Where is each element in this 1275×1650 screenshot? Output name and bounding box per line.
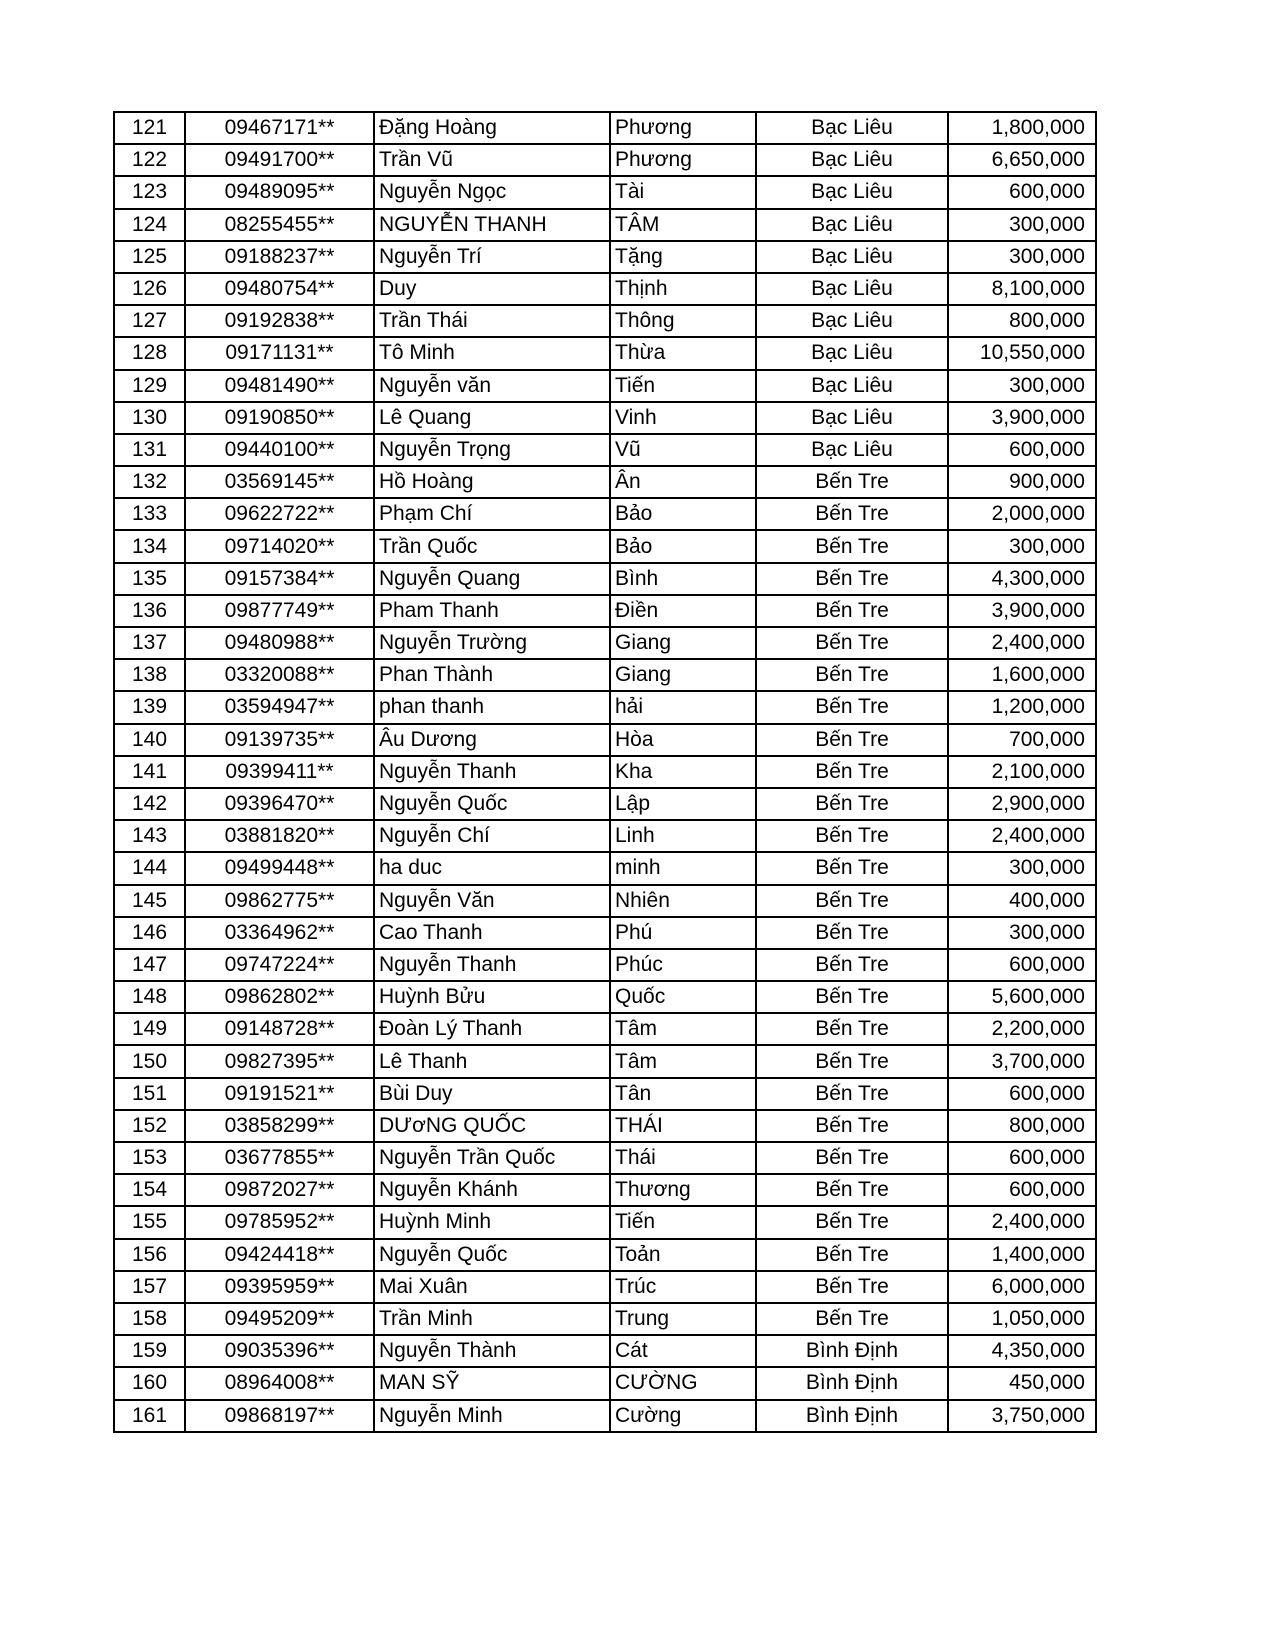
- phone-cell: 03881820**: [185, 820, 374, 852]
- phone-cell: 09035396**: [185, 1335, 374, 1367]
- province-cell: Bạc Liêu: [756, 434, 948, 466]
- phone-cell: 09868197**: [185, 1400, 374, 1432]
- amount-cell: 300,000: [948, 852, 1096, 884]
- province-cell: Bến Tre: [756, 1013, 948, 1045]
- row-number-cell: 132: [114, 466, 185, 498]
- amount-cell: 3,900,000: [948, 402, 1096, 434]
- table-row: [114, 402, 1096, 434]
- phone-cell: 09872027**: [185, 1174, 374, 1206]
- phone-cell: 09499448**: [185, 852, 374, 884]
- last-name-cell: Nguyễn Quốc: [374, 788, 610, 820]
- phone-cell: 08255455**: [185, 209, 374, 241]
- province-cell: Bến Tre: [756, 1045, 948, 1077]
- province-cell: Bến Tre: [756, 1206, 948, 1238]
- amount-cell: 5,600,000: [948, 981, 1096, 1013]
- amount-cell: 1,400,000: [948, 1239, 1096, 1271]
- row-number-cell: 154: [114, 1174, 185, 1206]
- province-cell: Bạc Liêu: [756, 370, 948, 402]
- row-number-cell: 146: [114, 917, 185, 949]
- phone-cell: 09395959**: [185, 1271, 374, 1303]
- first-name-cell: Giang: [610, 659, 756, 691]
- first-name-cell: Cát: [610, 1335, 756, 1367]
- last-name-cell: Bùi Duy: [374, 1078, 610, 1110]
- last-name-cell: Nguyễn Khánh: [374, 1174, 610, 1206]
- amount-cell: 1,050,000: [948, 1303, 1096, 1335]
- last-name-cell: Đoàn Lý Thanh: [374, 1013, 610, 1045]
- last-name-cell: Trần Quốc: [374, 530, 610, 562]
- row-number-cell: 140: [114, 724, 185, 756]
- table-row: [114, 788, 1096, 820]
- phone-cell: 09491700**: [185, 144, 374, 176]
- province-cell: Bạc Liêu: [756, 209, 948, 241]
- province-cell: Bến Tre: [756, 1078, 948, 1110]
- row-number-cell: 151: [114, 1078, 185, 1110]
- phone-cell: 03677855**: [185, 1142, 374, 1174]
- last-name-cell: Lê Thanh: [374, 1045, 610, 1077]
- phone-cell: 09157384**: [185, 563, 374, 595]
- province-cell: Bến Tre: [756, 530, 948, 562]
- table-row: [114, 691, 1096, 723]
- last-name-cell: Duy: [374, 273, 610, 305]
- province-cell: Bến Tre: [756, 627, 948, 659]
- row-number-cell: 121: [114, 112, 185, 144]
- first-name-cell: Tiến: [610, 370, 756, 402]
- row-number-cell: 125: [114, 241, 185, 273]
- amount-cell: 300,000: [948, 370, 1096, 402]
- province-cell: Bạc Liêu: [756, 402, 948, 434]
- first-name-cell: Vũ: [610, 434, 756, 466]
- row-number-cell: 137: [114, 627, 185, 659]
- table-row: [114, 466, 1096, 498]
- table-row: [114, 852, 1096, 884]
- province-cell: Bến Tre: [756, 1239, 948, 1271]
- phone-cell: 03364962**: [185, 917, 374, 949]
- table-row: [114, 337, 1096, 369]
- last-name-cell: Nguyễn văn: [374, 370, 610, 402]
- first-name-cell: Quốc: [610, 981, 756, 1013]
- table-row: [114, 176, 1096, 208]
- province-cell: Bến Tre: [756, 466, 948, 498]
- province-cell: Bến Tre: [756, 691, 948, 723]
- data-table: [113, 111, 1097, 1433]
- amount-cell: 4,300,000: [948, 563, 1096, 595]
- first-name-cell: Cường: [610, 1400, 756, 1432]
- table-row: [114, 917, 1096, 949]
- row-number-cell: 130: [114, 402, 185, 434]
- row-number-cell: 123: [114, 176, 185, 208]
- first-name-cell: Phương: [610, 144, 756, 176]
- first-name-cell: Bảo: [610, 498, 756, 530]
- table-row: [114, 1303, 1096, 1335]
- row-number-cell: 135: [114, 563, 185, 595]
- province-cell: Bạc Liêu: [756, 176, 948, 208]
- amount-cell: 8,100,000: [948, 273, 1096, 305]
- phone-cell: 09139735**: [185, 724, 374, 756]
- last-name-cell: ha duc: [374, 852, 610, 884]
- first-name-cell: Thông: [610, 305, 756, 337]
- first-name-cell: Thịnh: [610, 273, 756, 305]
- amount-cell: 600,000: [948, 434, 1096, 466]
- last-name-cell: Nguyễn Trần Quốc: [374, 1142, 610, 1174]
- province-cell: Bạc Liêu: [756, 337, 948, 369]
- row-number-cell: 122: [114, 144, 185, 176]
- last-name-cell: NGUYỄN THANH: [374, 209, 610, 241]
- amount-cell: 1,600,000: [948, 659, 1096, 691]
- row-number-cell: 152: [114, 1110, 185, 1142]
- amount-cell: 700,000: [948, 724, 1096, 756]
- first-name-cell: Thương: [610, 1174, 756, 1206]
- phone-cell: 09171131**: [185, 337, 374, 369]
- phone-cell: 09862775**: [185, 885, 374, 917]
- last-name-cell: MAN SỸ: [374, 1367, 610, 1399]
- table-row: [114, 112, 1096, 144]
- amount-cell: 600,000: [948, 1174, 1096, 1206]
- amount-cell: 600,000: [948, 949, 1096, 981]
- row-number-cell: 153: [114, 1142, 185, 1174]
- first-name-cell: Điền: [610, 595, 756, 627]
- last-name-cell: Trần Minh: [374, 1303, 610, 1335]
- amount-cell: 10,550,000: [948, 337, 1096, 369]
- province-cell: Bến Tre: [756, 1303, 948, 1335]
- province-cell: Bến Tre: [756, 595, 948, 627]
- table-row: [114, 1271, 1096, 1303]
- row-number-cell: 149: [114, 1013, 185, 1045]
- amount-cell: 600,000: [948, 1078, 1096, 1110]
- province-cell: Bình Định: [756, 1367, 948, 1399]
- table-row: [114, 595, 1096, 627]
- table-row: [114, 885, 1096, 917]
- row-number-cell: 142: [114, 788, 185, 820]
- first-name-cell: minh: [610, 852, 756, 884]
- table-row: [114, 1239, 1096, 1271]
- last-name-cell: Nguyễn Trí: [374, 241, 610, 273]
- amount-cell: 900,000: [948, 466, 1096, 498]
- province-cell: Bến Tre: [756, 949, 948, 981]
- amount-cell: 300,000: [948, 241, 1096, 273]
- province-cell: Bến Tre: [756, 659, 948, 691]
- province-cell: Bình Định: [756, 1400, 948, 1432]
- last-name-cell: Nguyễn Trường: [374, 627, 610, 659]
- first-name-cell: CƯỜNG: [610, 1367, 756, 1399]
- table-row: [114, 627, 1096, 659]
- province-cell: Bạc Liêu: [756, 305, 948, 337]
- first-name-cell: Trúc: [610, 1271, 756, 1303]
- first-name-cell: Tâm: [610, 1013, 756, 1045]
- first-name-cell: Phương: [610, 112, 756, 144]
- table-row: [114, 1335, 1096, 1367]
- table-row: [114, 1367, 1096, 1399]
- phone-cell: 09747224**: [185, 949, 374, 981]
- row-number-cell: 139: [114, 691, 185, 723]
- row-number-cell: 129: [114, 370, 185, 402]
- table-row: [114, 1078, 1096, 1110]
- phone-cell: 09827395**: [185, 1045, 374, 1077]
- phone-cell: 09191521**: [185, 1078, 374, 1110]
- table-row: [114, 1110, 1096, 1142]
- phone-cell: 09467171**: [185, 112, 374, 144]
- row-number-cell: 128: [114, 337, 185, 369]
- table-row: [114, 724, 1096, 756]
- last-name-cell: Huỳnh Bửu: [374, 981, 610, 1013]
- province-cell: Bến Tre: [756, 724, 948, 756]
- phone-cell: 09192838**: [185, 305, 374, 337]
- row-number-cell: 159: [114, 1335, 185, 1367]
- province-cell: Bến Tre: [756, 1142, 948, 1174]
- province-cell: Bến Tre: [756, 756, 948, 788]
- row-number-cell: 131: [114, 434, 185, 466]
- table-row: [114, 1174, 1096, 1206]
- province-cell: Bến Tre: [756, 820, 948, 852]
- phone-cell: 03858299**: [185, 1110, 374, 1142]
- last-name-cell: Trần Vũ: [374, 144, 610, 176]
- province-cell: Bến Tre: [756, 1110, 948, 1142]
- province-cell: Bến Tre: [756, 885, 948, 917]
- phone-cell: 09188237**: [185, 241, 374, 273]
- table-row: [114, 370, 1096, 402]
- amount-cell: 800,000: [948, 1110, 1096, 1142]
- amount-cell: 3,750,000: [948, 1400, 1096, 1432]
- amount-cell: 400,000: [948, 885, 1096, 917]
- table-row: [114, 209, 1096, 241]
- phone-cell: 09714020**: [185, 530, 374, 562]
- amount-cell: 3,900,000: [948, 595, 1096, 627]
- last-name-cell: Nguyễn Ngọc: [374, 176, 610, 208]
- amount-cell: 800,000: [948, 305, 1096, 337]
- phone-cell: 03594947**: [185, 691, 374, 723]
- last-name-cell: Nguyễn Thanh: [374, 756, 610, 788]
- amount-cell: 600,000: [948, 1142, 1096, 1174]
- row-number-cell: 150: [114, 1045, 185, 1077]
- last-name-cell: DƯơNG QUỐC: [374, 1110, 610, 1142]
- row-number-cell: 148: [114, 981, 185, 1013]
- province-cell: Bến Tre: [756, 1271, 948, 1303]
- first-name-cell: hải: [610, 691, 756, 723]
- amount-cell: 4,350,000: [948, 1335, 1096, 1367]
- row-number-cell: 124: [114, 209, 185, 241]
- row-number-cell: 156: [114, 1239, 185, 1271]
- last-name-cell: Phạm Chí: [374, 498, 610, 530]
- phone-cell: 09399411**: [185, 756, 374, 788]
- table-row: [114, 434, 1096, 466]
- table-row: [114, 1013, 1096, 1045]
- last-name-cell: Nguyễn Văn: [374, 885, 610, 917]
- phone-cell: 09481490**: [185, 370, 374, 402]
- row-number-cell: 158: [114, 1303, 185, 1335]
- first-name-cell: Nhiên: [610, 885, 756, 917]
- row-number-cell: 138: [114, 659, 185, 691]
- first-name-cell: Tâm: [610, 1045, 756, 1077]
- phone-cell: 09489095**: [185, 176, 374, 208]
- phone-cell: 09396470**: [185, 788, 374, 820]
- last-name-cell: Lê Quang: [374, 402, 610, 434]
- table-row: [114, 305, 1096, 337]
- first-name-cell: Hòa: [610, 724, 756, 756]
- first-name-cell: Kha: [610, 756, 756, 788]
- province-cell: Bến Tre: [756, 1174, 948, 1206]
- row-number-cell: 127: [114, 305, 185, 337]
- table-row: [114, 756, 1096, 788]
- amount-cell: 300,000: [948, 917, 1096, 949]
- amount-cell: 2,400,000: [948, 820, 1096, 852]
- first-name-cell: Lập: [610, 788, 756, 820]
- first-name-cell: Trung: [610, 1303, 756, 1335]
- last-name-cell: Mai Xuân: [374, 1271, 610, 1303]
- amount-cell: 2,400,000: [948, 1206, 1096, 1238]
- phone-cell: 03320088**: [185, 659, 374, 691]
- phone-cell: 09862802**: [185, 981, 374, 1013]
- last-name-cell: Nguyễn Quang: [374, 563, 610, 595]
- row-number-cell: 134: [114, 530, 185, 562]
- last-name-cell: Nguyễn Quốc: [374, 1239, 610, 1271]
- last-name-cell: Nguyễn Thanh: [374, 949, 610, 981]
- first-name-cell: Tài: [610, 176, 756, 208]
- first-name-cell: Phúc: [610, 949, 756, 981]
- last-name-cell: Tô Minh: [374, 337, 610, 369]
- row-number-cell: 126: [114, 273, 185, 305]
- table-row: [114, 1400, 1096, 1432]
- province-cell: Bến Tre: [756, 852, 948, 884]
- row-number-cell: 161: [114, 1400, 185, 1432]
- table-row: [114, 273, 1096, 305]
- table-row: [114, 144, 1096, 176]
- phone-cell: 09190850**: [185, 402, 374, 434]
- phone-cell: 09424418**: [185, 1239, 374, 1271]
- amount-cell: 6,000,000: [948, 1271, 1096, 1303]
- table-row: [114, 241, 1096, 273]
- table-row: [114, 1142, 1096, 1174]
- first-name-cell: Tân: [610, 1078, 756, 1110]
- row-number-cell: 147: [114, 949, 185, 981]
- last-name-cell: Đặng Hoàng: [374, 112, 610, 144]
- amount-cell: 450,000: [948, 1367, 1096, 1399]
- amount-cell: 2,000,000: [948, 498, 1096, 530]
- first-name-cell: THÁI: [610, 1110, 756, 1142]
- phone-cell: 09148728**: [185, 1013, 374, 1045]
- phone-cell: 09480988**: [185, 627, 374, 659]
- first-name-cell: Ân: [610, 466, 756, 498]
- amount-cell: 1,200,000: [948, 691, 1096, 723]
- row-number-cell: 144: [114, 852, 185, 884]
- table-row: [114, 530, 1096, 562]
- first-name-cell: Phú: [610, 917, 756, 949]
- first-name-cell: TÂM: [610, 209, 756, 241]
- first-name-cell: Thái: [610, 1142, 756, 1174]
- last-name-cell: Pham Thanh: [374, 595, 610, 627]
- phone-cell: 08964008**: [185, 1367, 374, 1399]
- amount-cell: 300,000: [948, 209, 1096, 241]
- province-cell: Bến Tre: [756, 788, 948, 820]
- phone-cell: 09622722**: [185, 498, 374, 530]
- table-row: [114, 659, 1096, 691]
- row-number-cell: 157: [114, 1271, 185, 1303]
- amount-cell: 600,000: [948, 176, 1096, 208]
- row-number-cell: 160: [114, 1367, 185, 1399]
- table-row: [114, 563, 1096, 595]
- row-number-cell: 145: [114, 885, 185, 917]
- phone-cell: 09495209**: [185, 1303, 374, 1335]
- phone-cell: 09440100**: [185, 434, 374, 466]
- amount-cell: 2,900,000: [948, 788, 1096, 820]
- first-name-cell: Giang: [610, 627, 756, 659]
- province-cell: Bến Tre: [756, 981, 948, 1013]
- row-number-cell: 133: [114, 498, 185, 530]
- table-row: [114, 1206, 1096, 1238]
- row-number-cell: 155: [114, 1206, 185, 1238]
- table-body: [114, 112, 1096, 1432]
- phone-cell: 09480754**: [185, 273, 374, 305]
- last-name-cell: Hồ Hoàng: [374, 466, 610, 498]
- last-name-cell: Huỳnh Minh: [374, 1206, 610, 1238]
- last-name-cell: Cao Thanh: [374, 917, 610, 949]
- table-row: [114, 949, 1096, 981]
- row-number-cell: 141: [114, 756, 185, 788]
- last-name-cell: Nguyễn Minh: [374, 1400, 610, 1432]
- amount-cell: 6,650,000: [948, 144, 1096, 176]
- province-cell: Bình Định: [756, 1335, 948, 1367]
- phone-cell: 03569145**: [185, 466, 374, 498]
- table-row: [114, 498, 1096, 530]
- row-number-cell: 143: [114, 820, 185, 852]
- table-row: [114, 820, 1096, 852]
- last-name-cell: Trần Thái: [374, 305, 610, 337]
- phone-cell: 09877749**: [185, 595, 374, 627]
- last-name-cell: Nguyễn Thành: [374, 1335, 610, 1367]
- amount-cell: 2,100,000: [948, 756, 1096, 788]
- last-name-cell: phan thanh: [374, 691, 610, 723]
- first-name-cell: Toản: [610, 1239, 756, 1271]
- first-name-cell: Tặng: [610, 241, 756, 273]
- amount-cell: 300,000: [948, 530, 1096, 562]
- province-cell: Bến Tre: [756, 498, 948, 530]
- amount-cell: 3,700,000: [948, 1045, 1096, 1077]
- amount-cell: 1,800,000: [948, 112, 1096, 144]
- last-name-cell: Âu Dương: [374, 724, 610, 756]
- first-name-cell: Tiến: [610, 1206, 756, 1238]
- province-cell: Bạc Liêu: [756, 273, 948, 305]
- last-name-cell: Nguyễn Chí: [374, 820, 610, 852]
- province-cell: Bạc Liêu: [756, 144, 948, 176]
- amount-cell: 2,200,000: [948, 1013, 1096, 1045]
- province-cell: Bến Tre: [756, 563, 948, 595]
- last-name-cell: Nguyễn Trọng: [374, 434, 610, 466]
- first-name-cell: Linh: [610, 820, 756, 852]
- last-name-cell: Phan Thành: [374, 659, 610, 691]
- province-cell: Bến Tre: [756, 917, 948, 949]
- first-name-cell: Vinh: [610, 402, 756, 434]
- province-cell: Bạc Liêu: [756, 241, 948, 273]
- first-name-cell: Thừa: [610, 337, 756, 369]
- amount-cell: 2,400,000: [948, 627, 1096, 659]
- row-number-cell: 136: [114, 595, 185, 627]
- first-name-cell: Bảo: [610, 530, 756, 562]
- table-row: [114, 981, 1096, 1013]
- province-cell: Bạc Liêu: [756, 112, 948, 144]
- table-row: [114, 1045, 1096, 1077]
- first-name-cell: Bình: [610, 563, 756, 595]
- phone-cell: 09785952**: [185, 1206, 374, 1238]
